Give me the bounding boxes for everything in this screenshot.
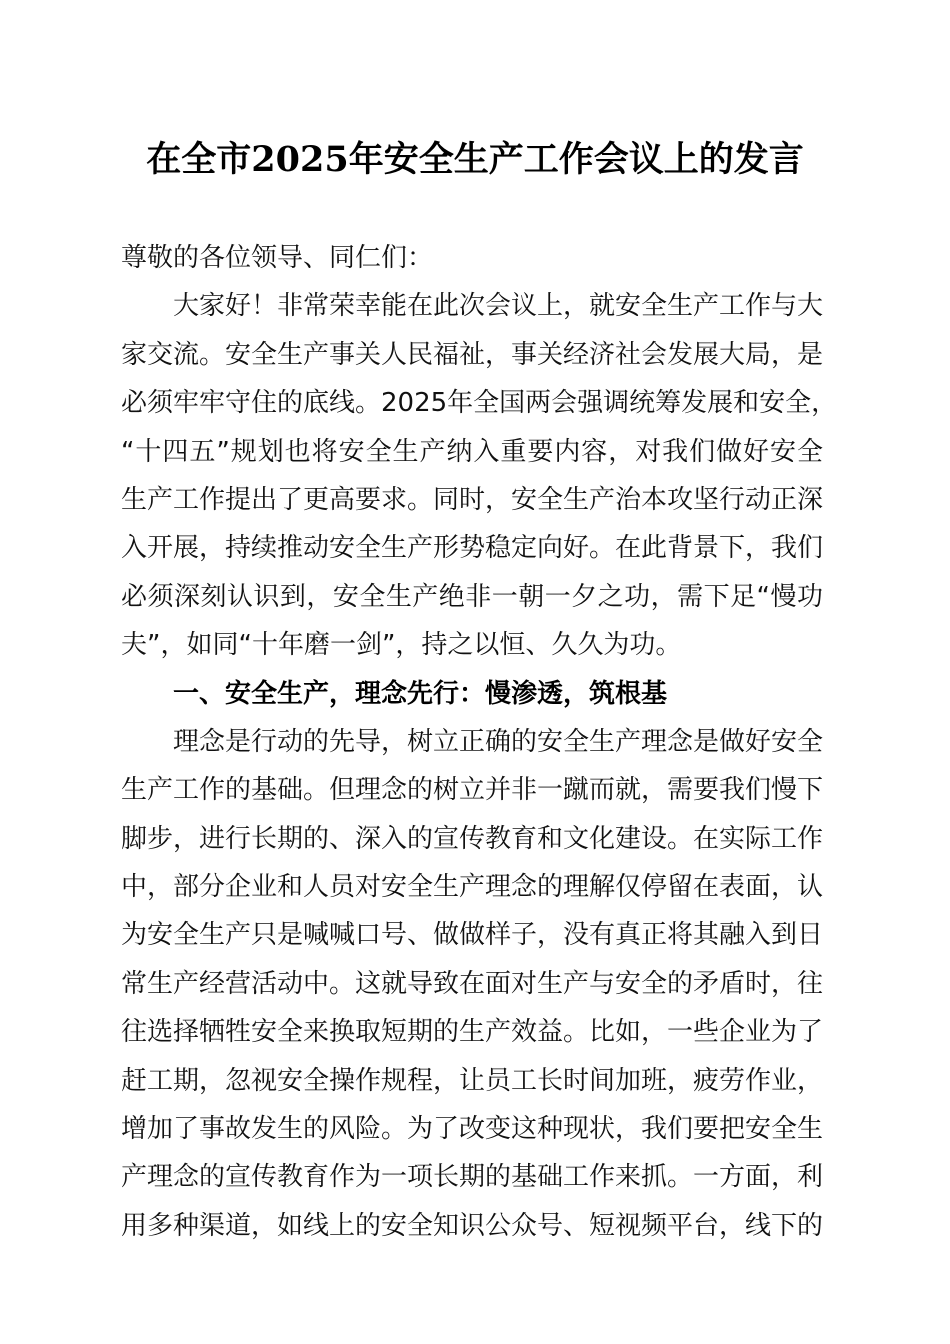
salutation: 尊敬的各位领导、同仁们：: [121, 243, 434, 273]
section-heading: 一、安全生产，理念先行：慢渗透，筑根基: [173, 678, 668, 709]
paragraph-line: 必须深刻认识到，安全生产绝非一朝一夕之功，需下足“慢功: [121, 581, 823, 612]
paragraph-line: 脚步，进行长期的、深入的宣传教育和文化建设。在实际工作: [121, 823, 824, 854]
paragraph-line: 赶工期，忽视安全操作规程，让员工长时间加班，疲劳作业，: [121, 1065, 824, 1096]
document-title: 在全市2025年安全生产工作会议上的发言: [146, 139, 804, 180]
paragraph-line: 家交流。安全生产事关人民福祉，事关经济社会发展大局，是: [121, 339, 824, 370]
paragraph-line: 往选择牺牲安全来换取短期的生产效益。比如，一些企业为了: [121, 1017, 824, 1048]
paragraph-line: 理念是行动的先导，树立正确的安全生产理念是做好安全: [173, 726, 824, 757]
paragraph-line: 入开展，持续推动安全生产形势稳定向好。在此背景下，我们: [121, 533, 824, 564]
paragraph-line: 生产工作提出了更高要求。同时，安全生产治本攻坚行动正深: [121, 484, 824, 515]
paragraph-line: 中，部分企业和人员对安全生产理念的理解仅停留在表面，认: [121, 872, 824, 903]
document-body: [121, 234, 838, 1250]
paragraph-line: 用多种渠道，如线上的安全知识公众号、短视频平台，线下的: [121, 1210, 824, 1241]
paragraph-line: 夫”，如同“十年磨一剑”，持之以恒、久久为功。: [121, 630, 682, 661]
paragraph-line: “十四五”规划也将安全生产纳入重要内容，对我们做好安全: [121, 436, 823, 467]
paragraph-line: 为安全生产只是喊喊口号、做做样子，没有真正将其融入到日: [121, 920, 824, 951]
paragraph-line: 必须牢牢守住的底线。2025年全国两会强调统筹发展和安全，: [121, 388, 838, 419]
paragraph-line: 产理念的宣传教育作为一项长期的基础工作来抓。一方面，利: [121, 1162, 824, 1193]
paragraph-line: 增加了事故发生的风险。为了改变这种现状，我们要把安全生: [121, 1114, 824, 1145]
paragraph-line: 生产工作的基础。但理念的树立并非一蹴而就，需要我们慢下: [121, 775, 824, 806]
paragraph-line: 大家好！非常荣幸能在此次会议上，就安全生产工作与大: [173, 291, 824, 322]
paragraph-line: 常生产经营活动中。这就导致在面对生产与安全的矛盾时，往: [121, 968, 824, 999]
